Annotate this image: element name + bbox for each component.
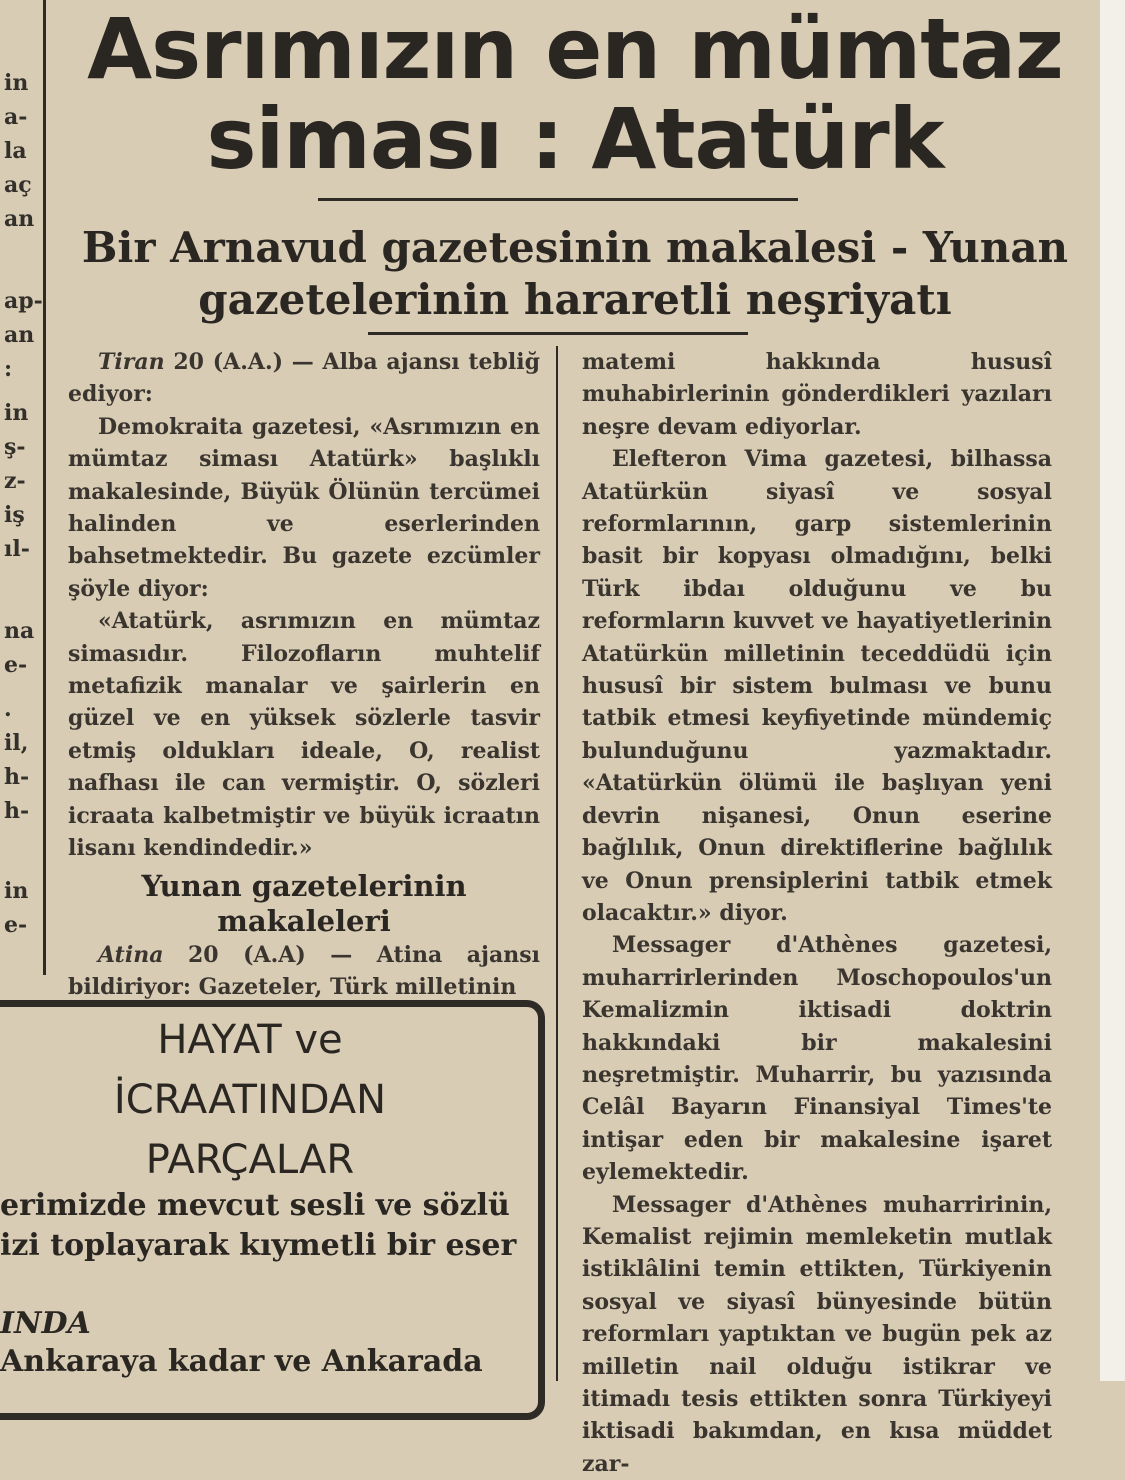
article-paragraph: matemi hakkında hususî muhabirlerinin gönderdikleri yazıları neşre devam ediyorlar. — [582, 349, 1052, 440]
fragment-text: ıl- — [4, 536, 30, 562]
fragment-text: in — [4, 400, 29, 426]
fragment-text: ap- — [4, 288, 43, 314]
fragment-text: in — [4, 878, 29, 904]
advert-text-line: izi toplayarak kıymetli bir eser — [0, 1228, 517, 1263]
article-paragraph: Messager d'Athènes muharririnin, Kemalist rejimin memleketin mutlak istiklâlini temin ettikten, Türkiyenin sosyal ve siyasî bünyesinde bütün reformları yaptıktan ve bugün pek az milletin nail olduğu istikrar ve itimadı tesis ettikten sonra Türkiyeyi iktisadi bakımdan, en kısa müddet zar- — [582, 1191, 1052, 1477]
subheadline-line-1: Bir Arnavud gazetesinin makalesi - Yunan — [81, 223, 1069, 272]
fragment-text: h- — [4, 764, 30, 790]
advert-title-line-1: HAYAT ve — [157, 1017, 343, 1063]
fragment-text: na — [4, 618, 35, 644]
dateline-place: Tiran — [98, 349, 165, 375]
dateline-text: 20 (A.A.) — Alba ajansı tebliğ ediyor: — [68, 349, 540, 408]
advert-text-line: Ankaraya kadar ve Ankarada — [0, 1344, 483, 1379]
headline-line-1: Asrımızın en mümtaz — [87, 0, 1063, 98]
fragment-text: e- — [4, 912, 28, 938]
fragment-text: a- — [4, 104, 28, 130]
fragment-text: la — [4, 138, 27, 164]
fragment-text: ş- — [4, 434, 26, 460]
article-column-1 — [68, 346, 540, 1003]
subheadline-line-2: gazetelerinin hararetli neşriyatı — [198, 275, 952, 324]
fragment-text: in — [4, 70, 29, 96]
subheadline — [50, 222, 1100, 326]
section-subheading: Yunan gazetelerinin makaleleri — [141, 868, 467, 938]
article-paragraph: Messager d'Athènes gazetesi, muharrirlerinden Moschopoulos'un Kemalizmin iktisadi doktrin hakkındaki bir makalesini neşretmiştir. Muharrir, bu yazısında Celâl Bayarın Finansiyal Times'te intişar eden bir makalesine işaret eylemektedir. — [582, 932, 1052, 1186]
fragment-text: . — [4, 696, 12, 722]
dateline-place: Atina — [98, 941, 164, 968]
subheadline-rule — [368, 332, 748, 335]
dateline-paragraph — [68, 346, 540, 411]
column-divider-left — [43, 0, 46, 975]
column-divider-center — [556, 346, 558, 1381]
dateline-paragraph — [68, 939, 540, 1004]
fragment-text: aç — [4, 172, 32, 198]
fragment-text: iş — [4, 502, 25, 528]
advert-title-line-2: İCRAATINDAN — [113, 1077, 387, 1123]
advert-title-line-3: PARÇALAR — [145, 1137, 355, 1183]
advert-text-line: erimizde mevcut sesli ve sözlü — [0, 1188, 510, 1223]
fragment-text: z- — [4, 468, 26, 494]
advert-text-line: INDA — [0, 1306, 91, 1341]
fragment-text: il, — [4, 730, 29, 756]
dateline-text: 20 (A.A) — Atina ajansı bildiriyor: Gazeteler, Türk milletinin — [68, 941, 540, 1000]
fragment-text: e- — [4, 652, 28, 678]
headline-rule — [318, 198, 798, 201]
advert-content — [0, 1010, 545, 1381]
fragment-text: h- — [4, 798, 30, 824]
fragment-text: an — [4, 322, 35, 348]
article-paragraph: «Atatürk, asrımızın en mümtaz simasıdır. Filozofların muhtelif metafizik manalar ve şairlerin en güzel ve en yüksek sözlerle tasvir etmiş oldukları ideale, O, realist nafhası ile can vermiştir. O, sözleri icraata kalbetmiştir ve büyük icraatın lisanı kendindedir.» — [68, 608, 540, 862]
article-paragraph: Elefteron Vima gazetesi, bilhassa Atatürkün siyasî ve sosyal reformlarının, garp sistemlerinin basit bir kopyası olmadığını, belki Türk ibdaı olduğunu ve bu reformların kuvvet ve hayatiyetlerinin Atatürkün milletinin teceddüdü için hususî bir sistem bulması ve bunu tatbik etmesi keyfiyetinde mündemiç bulunduğunu yazmaktadır. «Atatürkün ölümü ile başlıyan yeni devrin nişanesi, Onun eserine bağlılık, Onun direktiflerine bağlılık ve Onun prensiplerini tatbik etmek olacaktır.» diyor. — [582, 446, 1052, 926]
scan-margin — [1100, 0, 1125, 1381]
headline — [50, 0, 1100, 188]
article-column-2 — [582, 346, 1052, 1480]
fragment-text: an — [4, 206, 35, 232]
fragment-text: : — [4, 356, 13, 382]
headline-line-2: siması : Atatürk — [206, 90, 944, 188]
article-paragraph: Demokraita gazetesi, «Asrımızın en mümtaz siması Atatürk» başlıklı makalesinde, Büyük Ölünün tercümei halinden ve eserlerinden bahsetmektedir. Bu gazete ezcümler şöyle diyor: — [68, 413, 540, 602]
